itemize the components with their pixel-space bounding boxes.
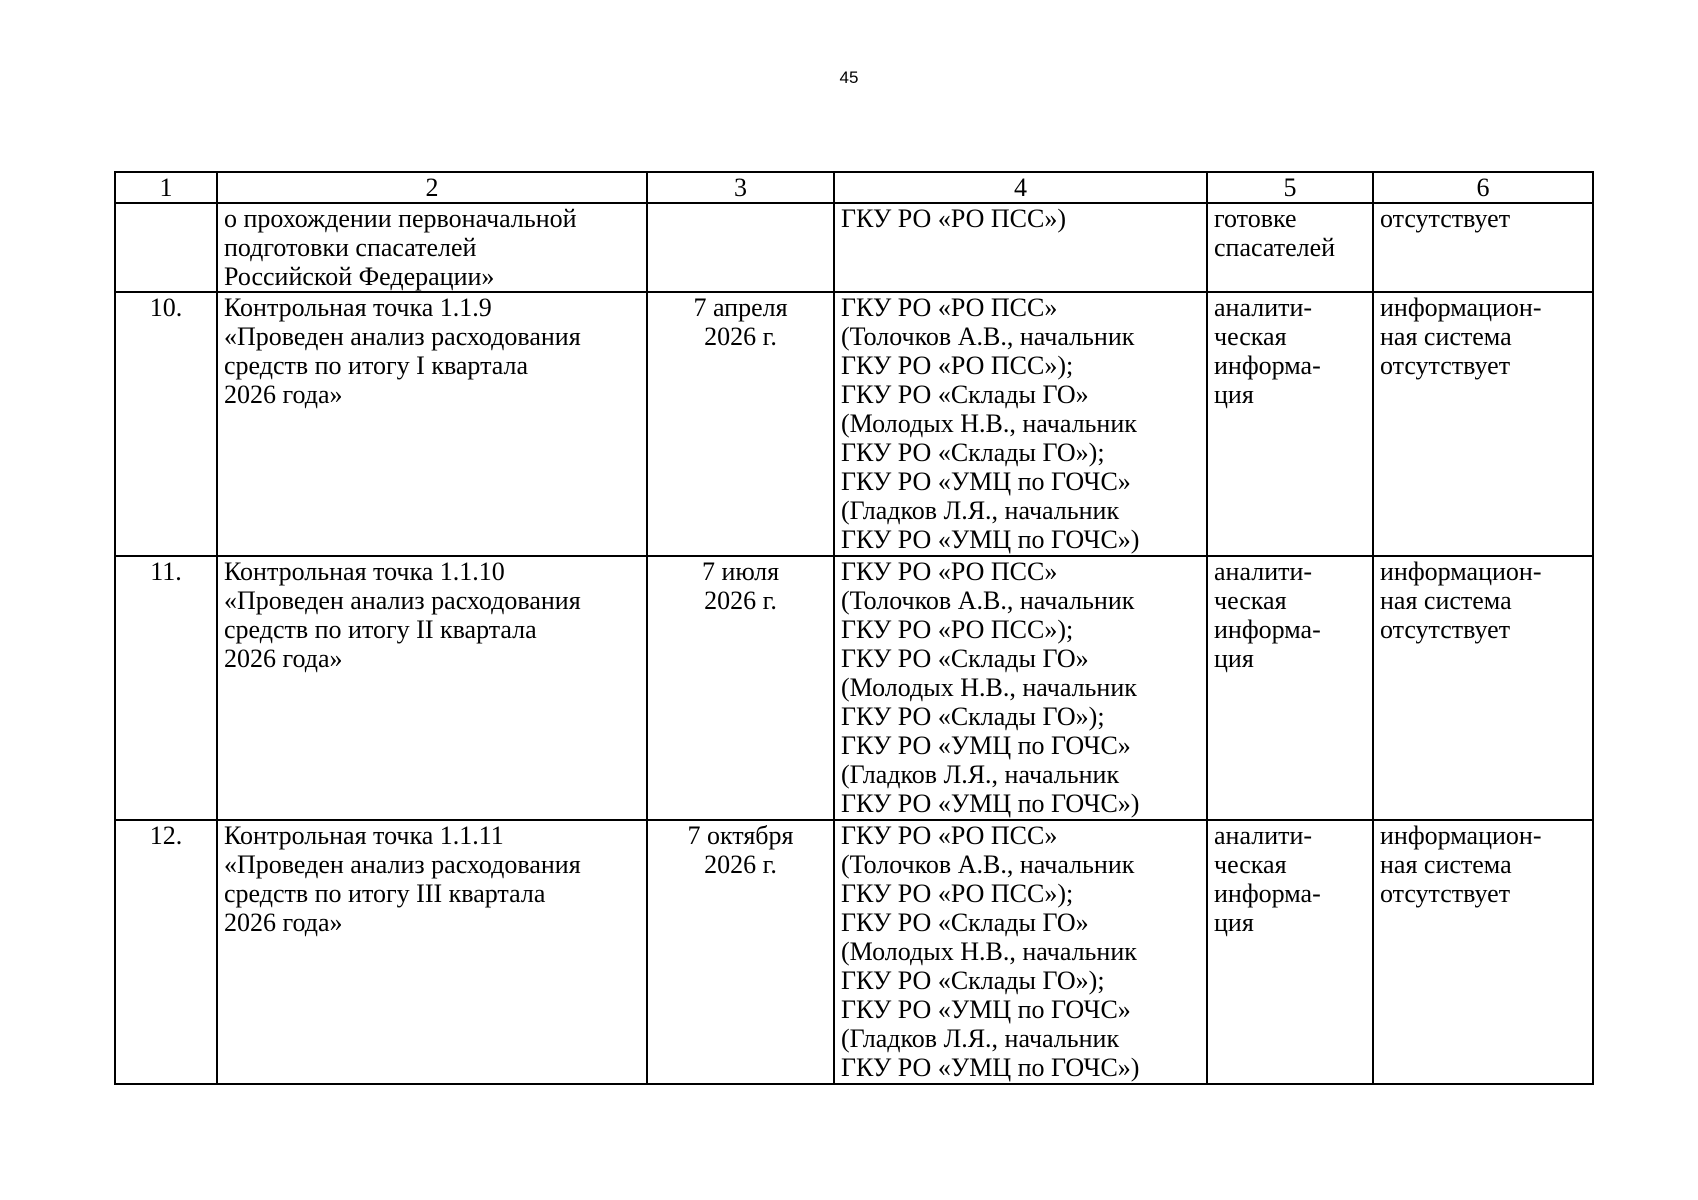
table-row	[115, 556, 1593, 820]
row-system: отсутствует	[1373, 203, 1593, 292]
row-date: 7 октября 2026 г.	[647, 820, 834, 1084]
row-number: 12.	[115, 820, 217, 1084]
row-doc-type: аналити- ческая информа- ция	[1207, 820, 1373, 1084]
row-number: 10.	[115, 292, 217, 556]
row-system: информацион- ная система отсутствует	[1373, 292, 1593, 556]
table-row	[115, 820, 1593, 1084]
row-number: 11.	[115, 556, 217, 820]
control-points-table	[114, 171, 1594, 1085]
row-name: о прохождении первоначальной подготовки спасателей Российской Федерации»	[217, 203, 647, 292]
page-number: 45	[839, 68, 859, 87]
row-system: информацион- ная система отсутствует	[1373, 556, 1593, 820]
header-col-6: 6	[1373, 172, 1593, 203]
row-doc-type: аналити- ческая информа- ция	[1207, 556, 1373, 820]
row-doc-type: готовке спасателей	[1207, 203, 1373, 292]
row-number	[115, 203, 217, 292]
header-col-3: 3	[647, 172, 834, 203]
row-system: информацион- ная система отсутствует	[1373, 820, 1593, 1084]
table-row	[115, 292, 1593, 556]
table-header-row	[115, 172, 1593, 203]
row-date	[647, 203, 834, 292]
row-name: Контрольная точка 1.1.11 «Проведен анализ расходования средств по итогу III квартала 2026 года»	[217, 820, 647, 1084]
header-col-5: 5	[1207, 172, 1373, 203]
row-responsible: ГКУ РО «РО ПСС» (Толочков А.В., начальник ГКУ РО «РО ПСС»); ГКУ РО «Склады ГО» (Молодых Н.В., начальник ГКУ РО «Склады ГО»); ГКУ РО «УМЦ по ГОЧС» (Гладков Л.Я., начальник ГКУ РО «УМЦ по ГОЧС»)	[834, 556, 1207, 820]
header-col-2: 2	[217, 172, 647, 203]
row-name: Контрольная точка 1.1.10 «Проведен анализ расходования средств по итогу II квартала 2026 года»	[217, 556, 647, 820]
header-col-1: 1	[115, 172, 217, 203]
row-responsible: ГКУ РО «РО ПСС» (Толочков А.В., начальник ГКУ РО «РО ПСС»); ГКУ РО «Склады ГО» (Молодых Н.В., начальник ГКУ РО «Склады ГО»); ГКУ РО «УМЦ по ГОЧС» (Гладков Л.Я., начальник ГКУ РО «УМЦ по ГОЧС»)	[834, 820, 1207, 1084]
row-responsible: ГКУ РО «РО ПСС»)	[834, 203, 1207, 292]
row-date: 7 июля 2026 г.	[647, 556, 834, 820]
row-doc-type: аналити- ческая информа- ция	[1207, 292, 1373, 556]
header-col-4: 4	[834, 172, 1207, 203]
row-date: 7 апреля 2026 г.	[647, 292, 834, 556]
table-row-continuation	[115, 203, 1593, 292]
row-name: Контрольная точка 1.1.9 «Проведен анализ расходования средств по итогу I квартала 2026 года»	[217, 292, 647, 556]
row-responsible: ГКУ РО «РО ПСС» (Толочков А.В., начальник ГКУ РО «РО ПСС»); ГКУ РО «Склады ГО» (Молодых Н.В., начальник ГКУ РО «Склады ГО»); ГКУ РО «УМЦ по ГОЧС» (Гладков Л.Я., начальник ГКУ РО «УМЦ по ГОЧС»)	[834, 292, 1207, 556]
